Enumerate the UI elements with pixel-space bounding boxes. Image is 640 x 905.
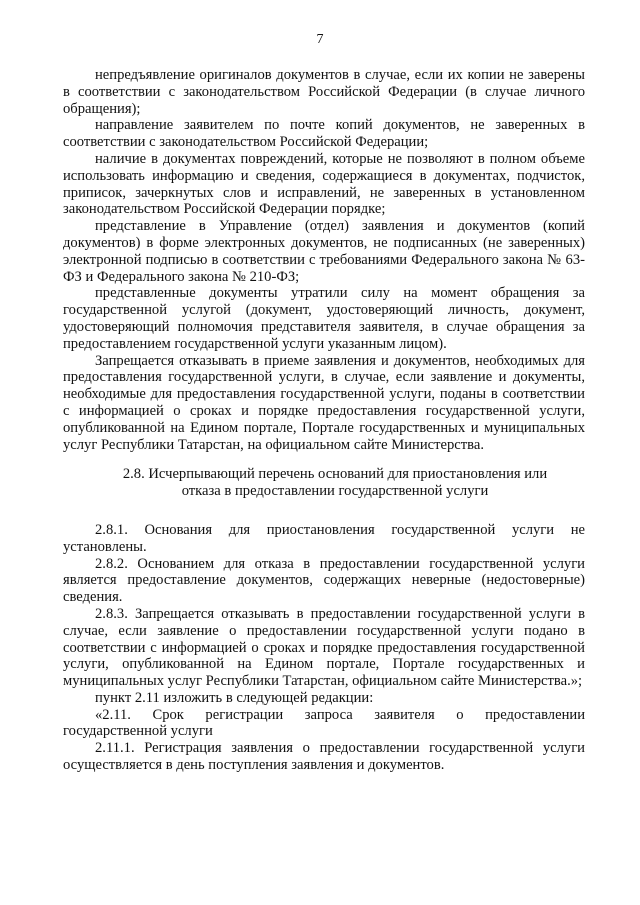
paragraph-expired-documents: представленные документы утратили силу на момент обращения за государственной услугой (документ, удостоверяющий личность, документ, удостоверяющий полномочия представителя заявителя, в случае обращения за предоставлением государственной услуги указанным лицом). xyxy=(63,285,585,352)
section-heading-line-2: отказа в предоставлении государственной услуги xyxy=(181,483,489,500)
paragraph-2-11-1: 2.11.1. Регистрация заявления о предоставлении государственной услуги осуществляется в день поступления заявления и документов. xyxy=(63,740,585,774)
paragraph-document-damage: наличие в документах повреждений, которые не позволяют в полном объеме использовать информацию и сведения, содержащиеся в документах, подчисток, приписок, зачеркнутых слов и исправлений, не заверенных в установленном законодательством Российской Федерации порядке; xyxy=(63,150,585,218)
section-heading-line-1: 2.8. Исчерпывающий перечень оснований для приостановления или xyxy=(122,466,548,483)
paragraph-2-8-2: 2.8.2. Основанием для отказа в предоставлении государственной услуги является предоставление документов, содержащих неверные (недостоверные) сведения. xyxy=(63,555,585,606)
paragraph-mail-copies: направление заявителем по почте копий документов, не заверенных в соответствии с законодательством Российской Федерации; xyxy=(63,117,585,151)
paragraph-amend-2-11: пункт 2.11 изложить в следующей редакции: xyxy=(95,689,374,706)
paragraph-2-8-1: 2.8.1. Основания для приостановления государственной услуги не установлены. xyxy=(63,521,585,555)
section-heading-2-8 xyxy=(63,466,585,500)
paragraph-2-8-3: 2.8.3. Запрещается отказывать в предоставлении государственной услуги в случае, если заявление о предоставлении государственной услуги подано в соответствии с информацией о сроках и порядке предоставления государственной услуги, опубликованной на Едином портале, Портале государственных и муниципальных услуг Республики Татарстан, официальном сайте Министерства.»; xyxy=(63,605,585,690)
document-body xyxy=(63,67,585,774)
paragraph-2-11-title: «2.11. Срок регистрации запроса заявителя о предоставлении государственной услуги xyxy=(63,706,585,740)
page-number: 7 xyxy=(316,32,324,47)
paragraph-electronic-documents: представление в Управление (отдел) заявления и документов (копий документов) в форме электронных документов, не подписанных (не заверенных) электронной подписью в соответствии с требованиями Федерального закона № 63-ФЗ и Федерального закона № 210-ФЗ; xyxy=(63,218,585,285)
paragraph-non-presentation-originals: непредъявление оригиналов документов в случае, если их копии не заверены в соответствии с законодательством Российской Федерации (в случае личного обращения); xyxy=(63,67,585,117)
paragraph-refusal-prohibited: Запрещается отказывать в приеме заявления и документов, необходимых для предоставления государственной услуги, в случае, если заявление и документы, необходимые для предоставления государственной услуги, поданы в соответствии с информацией о сроках и порядке предоставления государственной услуги, опубликованной на Едином портале, Портале государственных и муниципальных услуг Республики Татарстан, на официальном сайте Министерства. xyxy=(63,352,585,453)
